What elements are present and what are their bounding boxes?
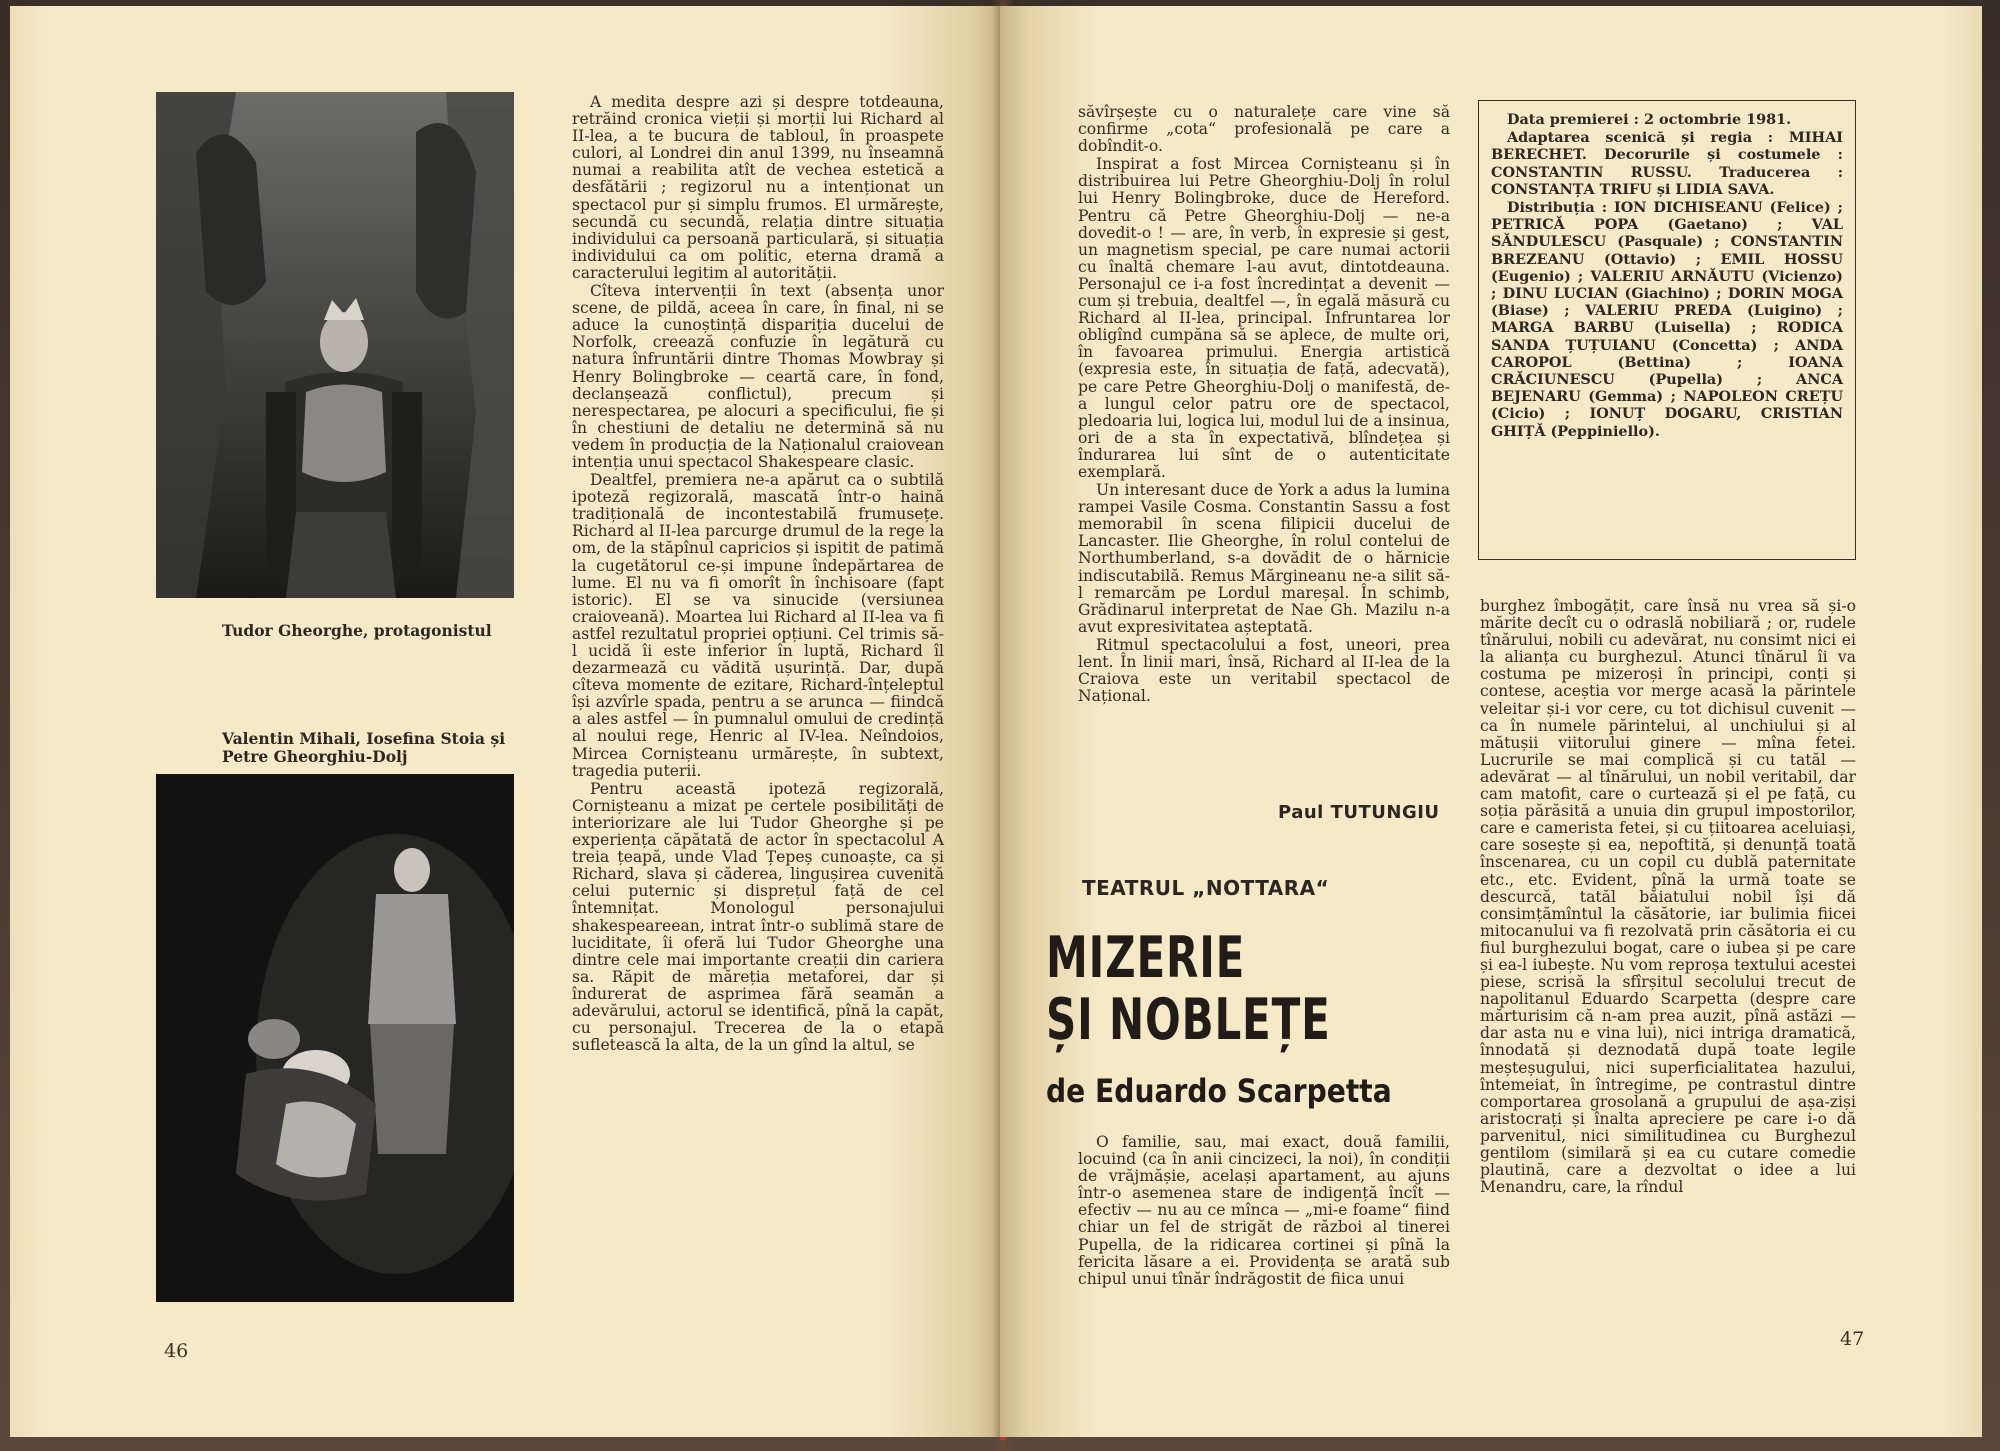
theatre-name: TEATRUL „NOTTARA“ [1082,876,1330,900]
paragraph: Un interesant duce de York a adus la lumina rampei Vasile Cosma. Constantin Sassu a fost memorabil în scena filipicii ducelui de Lancaster. Ilie Gheorghe, în rolul contelui de Northumberland, s-a dovădit de o hărnicie indiscutabilă. Remus Mărgineanu ne-a silit să-l remarcăm pe Lordul mareșal. În schimb, Grădinarul interpretat de Nae Gh. Mazilu n-a avut expresivitatea așteptată. [1078,481,1450,636]
author-signature: Paul TUTUNGIU [1278,802,1440,823]
play-author: de Eduardo Scarpetta [1046,1072,1392,1110]
paragraph: Dealtfel, premiera ne-a apărut ca o subtilă ipoteză regizorală, mascată într-o haină tradițională de incontestabilă frumusețe. Richard al II-lea parcurge drumul de la rege la om, de la stăpînul capricios și ispitit de patimă la cugetătorul ce-și impune îndepărtarea de lume. El nu va fi omorît în închisoare (fapt istoric). El se va sinucide (versiunea craioveană). Moartea lui Richard al II-lea va fi astfel rezultatul propriei opțiuni. Cel trimis să-l ucidă îi este inferior în luptă, Richard îl dezarmează cu vădită ușurință. Dar, după cîteva momente de ezitare, Richard-înțeleptul își azvîrle spada, pentru a se arunca — fiindcă a ales astfel — în pumnalul omului de credință al noului rege, Henric al IV-lea. Neîndoios, Mircea Cornișteanu urmărește, în subtext, tragedia puterii. [572,471,944,780]
paragraph: O familie, sau, mai exact, două familii, locuind (ca în anii cincizeci, la noi), în condiții de vrăjmășie, același apartament, au ajuns într-o asemenea stare de indigență încît — efectiv — nu au ce mînca — „mi-e foame“ fiind chiar un fel de strigăt de război al tinerei Pupella, de la ridicarea cortinei și pînă la fericita lăsare a ei. Providența se arată sub chipul unui tînăr îndrăgostit de fiica unui [1078,1133,1450,1288]
paragraph: Cîteva intervenții în text (absența unor scene, de pildă, aceea în care, în final, ni se aduce la cunoștință dispariția ducelui de Norfolk, creează confuzie în legătură cu natura înfruntării dintre Thomas Mowbray și Henry Bolingbroke — ceartă care, în fond, declanșează conflictul), precum și nerespectarea, pe alocuri a specificului, fie și în chestiuni de detaliu ne determină să nu vedem în producția de la Naționalul craiovean intenția unui spectacol Shakespeare clasic. [572,282,944,471]
review-intro-column [1078,1134,1450,1289]
credits-box [1478,100,1856,560]
play-title-line2: ȘI NOBLEȚE [1046,987,1331,1053]
paragraph: Ritmul spectacolului a fost, uneori, prea lent. În linii mari, însă, Richard al II-lea de la Craiova este un veritabil spectacol de Național. [1078,635,1450,706]
review-continuation-column [1480,598,1856,1197]
cast-list: Distribuția : ION DICHISEANU (Felice) ; PETRICĂ POPA (Gaetano) ; VAL SĂNDULESCU (Pasquale) ; CONSTANTIN BREZEANU (Ottavio) ; EMIL HOSSU (Eugenio) ; VALERIU ARNĂUTU (Vicienzo) ; DINU LUCIAN (Giachino) ; DORIN MOGA (Biase) ; VALERIU PREDA (Luigino) ; MARGA BARBU (Luisella) ; RODICA SANDA ȚUȚUIANU (Concetta) ; ANDA CAROPOL (Bettina) ; IOANA CRĂCIUNESCU (Pupella) ; ANCA BEJENARU (Gemma) ; NAPOLEON CREȚU (Cicio) ; IONUȚ DOGARU, CRISTIAN GHIȚĂ (Peppiniello). [1491,199,1843,440]
paragraph: Pentru această ipoteză regizorală, Cornișteanu a mizat pe certele posibilități de interiorizare ale lui Tudor Gheorghe și pe experiența căpătată de actor în spectacolul A treia țeapă, unde Vlad Țepeș cunoaște, ca și Richard, slava și căderea, lingușirea cuvenită celui puternic și disprețul față de cel întemnițat. Monologul personajului shakespeareean, intrat într-o sublimă stare de luciditate, îi oferă lui Tudor Gheorghe una dintre cele mai importante creații din cariera sa. Răpit de măreția metaforei, dar și îndurerat de asprimea fără seamăn a adevărului, actorul se identifică, pînă la capăt, cu personajul. Trecerea de la o etapă sufletească la alta, de la un gînd la altul, se [572,779,944,1055]
left-article-column [572,94,944,1055]
photo-actors [156,774,514,1302]
paragraph: burghez îmbogățit, care însă nu vrea să și-o mărite decît cu o odraslă nobiliară ; or, rudele tînărului, nobili cu adevărat, nu consimt nici ei la alianța cu burghezul. Atunci tînărul îi va costuma pe mizeroși în principi, conți și contese, aceștia vor merge acasă la părintele veleitar și-i vor cere, cu tot dichisul cuvenit — ca în numele părintelui, al unchiului și al mătușii viitorului ginere — mîna fetei. Lucrurile se mai complică și cu tatăl — adevărat — al tînărului, un nobil veritabil, dar cam matofit, care o curtează și el pe față, cu soția părăsită a unuia din grupul impostorilor, care e camerista fetei, și cu țiitoarea aceluiași, care sosește și ea, nepoftită, și denunță toată înscenarea, cu un copil cu dublă paternitate etc., etc. Evident, pînă la urmă toate se descurcă, tatăl băiatului nobil își dă consimțămîntul la căsătorie, iar bulimia fiicei mitocanului va fi rezolvată prin căsătoria ei cu fiul burghezului bogat, care o iubea și pe care și ea-l iubește. Nu vom reproșa textului acestei piese, scrisă la sfîrșitul secolului trecut de napolitanul Eduardo Scarpetta (despre care mărturisim că n-am prea auzit, pînă astăzi — dar asta nu e vina lui), nici intriga dramatică, înnodată și deznodată după toate legile meșteșugului, nici superficialitatea hazului, întemeiat, în întregime, pe contrastul dintre comportarea grosolană a grupului de așa-ziși aristocrați și înalta apreciere pe care i-o dă parvenitul, nici similitudinea cu Burghezul gentilom (similară și ea cu cutare comedie plautină, care a dezvoltat o idee a lui Menandru, care, la rîndul [1480,597,1856,1197]
production-team: Adaptarea scenică și regia : MIHAI BERECHET. Decorurile și costumele : CONSTANTIN RUSSU. Traducerea : CONSTANȚA TRIFU și LIDIA SAVA. [1491,129,1843,198]
caption-protagonist: Tudor Gheorghe, protagonistul [222,621,492,640]
paragraph: Inspirat a fost Mircea Cornișteanu și în distribuirea lui Petre Gheorghiu-Dolj în rolul lui Henry Bolingbroke, duce de Hereford. Pentru că Petre Gheorghiu-Dolj — ne-a dovedit-o ! — are, în verb, în expresie și gest, un magnetism special, pe care numai actorii cu înaltă chemare l-au avut, dintotdeauna. Personajul ce i-a fost încredințat a devenit — cum și trebuia, dealtfel —, în egală măsură cu Richard al II-lea, principal. Înfruntarea lor obligînd cumpăna să se aplece, de multe ori, în favoarea primului. Energia artistică (expresia este, în situația de față, adecvată), pe care Petre Gheorghiu-Dolj o manifestă, de-a lungul celor patru ore de spectacol, pledoaria lui, logica lui, modul lui de a insinua, ori de a sta în expectativă, blîndețea și îndurarea lui sînt de o autenticitate exemplară. [1078,155,1450,481]
photo-protagonist [156,92,514,598]
caption-actors: Valentin Mihali, Iosefina Stoia și Petre Gheorghiu-Dolj [222,729,506,766]
page-number-right: 47 [1840,1328,1865,1350]
play-title-line1: MIZERIE [1046,925,1246,991]
paragraph: A medita despre azi și despre totdeauna, retrăind cronica vieții și morții lui Richard al II-lea, a te bucura de tabloul, în proaspete culori, al Londrei din anul 1399, nu înseamnă numai a reabilita atît de vechea estetică a desfătării ; regizorul nu a intenționat un spectacol pur și simplu frumos. El urmărește, secundă cu secundă, relația dintre situația individului ca persoană particulară, și situația individului ca om politic, eterna dramă a caracterului legitim al autorității. [572,93,944,282]
right-article-column [1078,104,1450,706]
paragraph: săvîrșește cu o naturalețe care vine să confirme „cota“ profesională pe care a dobîndit-o. [1078,103,1450,156]
premiere-date: Data premierei : 2 octombrie 1981. [1507,111,1792,128]
page-number-left: 46 [164,1340,189,1362]
